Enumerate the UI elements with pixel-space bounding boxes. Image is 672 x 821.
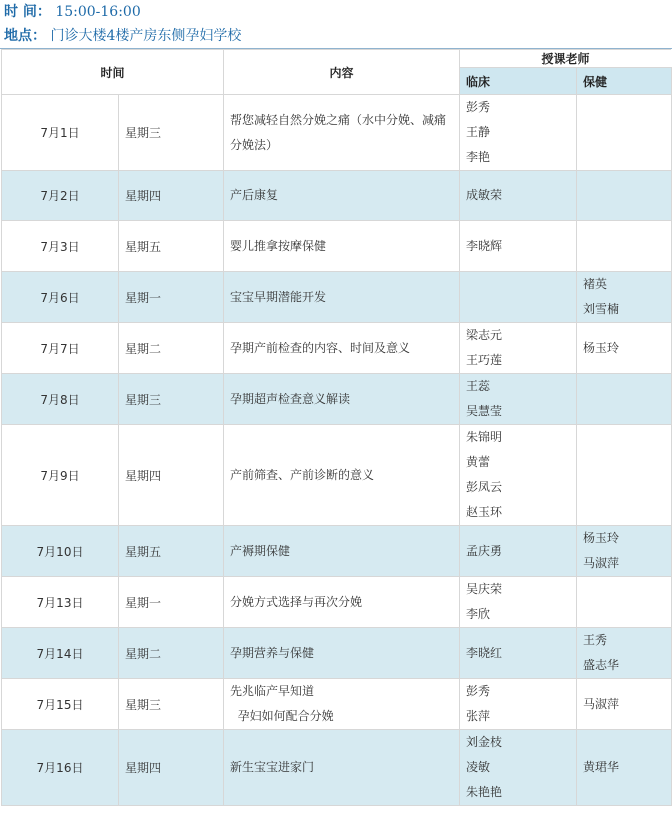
row-date: 7月16日 xyxy=(2,730,119,806)
row-health-teachers xyxy=(577,323,672,374)
row-health-teachers xyxy=(577,171,672,221)
table-row xyxy=(2,323,672,374)
content-line: 宝宝早期潜能开发 xyxy=(230,289,327,304)
row-weekday: 星期二 xyxy=(119,628,224,679)
row-date: 7月14日 xyxy=(2,628,119,679)
content-line: 婴儿推拿按摩保健 xyxy=(230,238,327,253)
row-content xyxy=(224,679,460,730)
teacher-name: 杨玉玲 xyxy=(583,531,620,545)
row-clinical-teachers xyxy=(460,730,577,806)
place-line xyxy=(0,24,672,48)
row-weekday: 星期一 xyxy=(119,577,224,628)
teacher-name: 朱艳艳 xyxy=(466,785,503,799)
teacher-name: 王巧莲 xyxy=(466,353,503,367)
teacher-name: 黄蕾 xyxy=(466,455,491,469)
row-clinical-teachers xyxy=(460,95,577,171)
row-clinical-teachers xyxy=(460,425,577,526)
row-date: 7月1日 xyxy=(2,95,119,171)
row-date: 7月6日 xyxy=(2,272,119,323)
table-row xyxy=(2,526,672,577)
row-health-teachers xyxy=(577,221,672,272)
row-clinical-teachers xyxy=(460,577,577,628)
row-health-teachers xyxy=(577,628,672,679)
row-health-teachers xyxy=(577,577,672,628)
row-weekday: 星期五 xyxy=(119,221,224,272)
row-content xyxy=(224,577,460,628)
row-content xyxy=(224,628,460,679)
schedule-table xyxy=(1,49,672,806)
col-teachers-header: 授课老师 xyxy=(460,50,672,68)
row-date: 7月10日 xyxy=(2,526,119,577)
row-content xyxy=(224,171,460,221)
row-content xyxy=(224,95,460,171)
row-weekday: 星期三 xyxy=(119,679,224,730)
row-content xyxy=(224,272,460,323)
row-health-teachers xyxy=(577,425,672,526)
row-weekday: 星期四 xyxy=(119,171,224,221)
table-row xyxy=(2,221,672,272)
content-line: 孕期产前检查的内容、时间及意义 xyxy=(230,340,411,355)
row-date: 7月13日 xyxy=(2,577,119,628)
row-date: 7月15日 xyxy=(2,679,119,730)
row-weekday: 星期三 xyxy=(119,95,224,171)
teacher-name: 褚英 xyxy=(583,277,608,291)
teacher-name: 盛志华 xyxy=(583,658,620,672)
row-weekday: 星期四 xyxy=(119,425,224,526)
time-line xyxy=(0,0,672,24)
content-line: 孕期超声检查意义解读 xyxy=(230,391,351,406)
teacher-name: 王蕊 xyxy=(466,379,491,393)
teacher-name: 梁志元 xyxy=(466,328,503,342)
row-clinical-teachers xyxy=(460,679,577,730)
content-line: 分娩法） xyxy=(230,137,279,152)
teacher-name: 彭秀 xyxy=(466,684,491,698)
table-row xyxy=(2,374,672,425)
content-line: 新生宝宝进家门 xyxy=(230,760,315,774)
place-label: 地点： xyxy=(4,28,46,44)
content-line: 孕妇如何配合分娩 xyxy=(230,709,334,723)
content-line: 产前筛查、产前诊断的意义 xyxy=(230,467,375,482)
teacher-name: 王秀 xyxy=(583,633,608,647)
row-health-teachers xyxy=(577,730,672,806)
teacher-name: 刘雪楠 xyxy=(583,302,620,316)
col-content-header: 内容 xyxy=(224,50,460,95)
row-health-teachers xyxy=(577,95,672,171)
content-line: 先兆临产早知道 xyxy=(230,684,315,698)
row-content xyxy=(224,374,460,425)
row-content xyxy=(224,425,460,526)
row-health-teachers xyxy=(577,272,672,323)
teacher-name: 黄珺华 xyxy=(583,760,620,774)
row-clinical-teachers xyxy=(460,171,577,221)
teacher-name: 孟庆勇 xyxy=(466,543,503,558)
teacher-name: 刘金枝 xyxy=(466,735,503,749)
row-weekday: 星期二 xyxy=(119,323,224,374)
row-clinical-teachers xyxy=(460,272,577,323)
teacher-name: 吴庆荣 xyxy=(466,582,503,596)
teacher-name: 彭秀 xyxy=(466,100,491,114)
content-line: 帮您减轻自然分娩之痛（水中分娩、减痛 xyxy=(230,112,447,127)
row-date: 7月8日 xyxy=(2,374,119,425)
table-row xyxy=(2,425,672,526)
row-date: 7月7日 xyxy=(2,323,119,374)
row-date: 7月3日 xyxy=(2,221,119,272)
row-content xyxy=(224,730,460,806)
row-content xyxy=(224,323,460,374)
teacher-name: 李晓红 xyxy=(466,645,503,660)
col-clinical-header: 临床 xyxy=(460,68,577,95)
row-weekday: 星期五 xyxy=(119,526,224,577)
teacher-name: 杨玉玲 xyxy=(583,340,620,355)
row-clinical-teachers xyxy=(460,221,577,272)
teacher-name: 朱锦明 xyxy=(466,430,503,444)
teacher-name: 张萍 xyxy=(466,709,491,723)
place-value: 门诊大楼4楼产房东侧孕妇学校 xyxy=(50,28,242,44)
table-row xyxy=(2,171,672,221)
col-time-header: 时间 xyxy=(2,50,224,95)
content-line: 孕期营养与保健 xyxy=(230,645,315,660)
col-health-header: 保健 xyxy=(577,68,672,95)
content-line: 产褥期保健 xyxy=(230,543,291,558)
teacher-name: 李艳 xyxy=(466,150,491,164)
row-weekday: 星期三 xyxy=(119,374,224,425)
row-content xyxy=(224,221,460,272)
row-weekday: 星期四 xyxy=(119,730,224,806)
teacher-name: 成敏荣 xyxy=(466,188,503,202)
teacher-name: 凌敏 xyxy=(466,760,491,774)
teacher-name: 马淑萍 xyxy=(583,556,620,570)
table-row xyxy=(2,679,672,730)
teacher-name: 李晓辉 xyxy=(466,238,503,253)
time-label: 时 间： xyxy=(4,4,51,20)
table-row xyxy=(2,95,672,171)
row-clinical-teachers xyxy=(460,374,577,425)
teacher-name: 马淑萍 xyxy=(583,696,620,711)
table-row xyxy=(2,730,672,806)
table-row xyxy=(2,628,672,679)
row-weekday: 星期一 xyxy=(119,272,224,323)
row-health-teachers xyxy=(577,526,672,577)
schedule-rows xyxy=(2,95,672,806)
table-row xyxy=(2,577,672,628)
time-value: 15:00-16:00 xyxy=(55,4,141,20)
row-clinical-teachers xyxy=(460,628,577,679)
content-line: 产后康复 xyxy=(230,188,279,202)
content-line: 分娩方式选择与再次分娩 xyxy=(230,594,363,609)
table-row xyxy=(2,272,672,323)
row-date: 7月2日 xyxy=(2,171,119,221)
teacher-name: 彭凤云 xyxy=(466,480,503,494)
row-clinical-teachers xyxy=(460,323,577,374)
row-clinical-teachers xyxy=(460,526,577,577)
row-date: 7月9日 xyxy=(2,425,119,526)
teacher-name: 吴慧莹 xyxy=(466,404,503,418)
teacher-name: 李欣 xyxy=(466,607,491,621)
row-health-teachers xyxy=(577,679,672,730)
teacher-name: 赵玉环 xyxy=(466,505,503,519)
teacher-name: 王静 xyxy=(466,125,491,139)
row-content xyxy=(224,526,460,577)
row-health-teachers xyxy=(577,374,672,425)
